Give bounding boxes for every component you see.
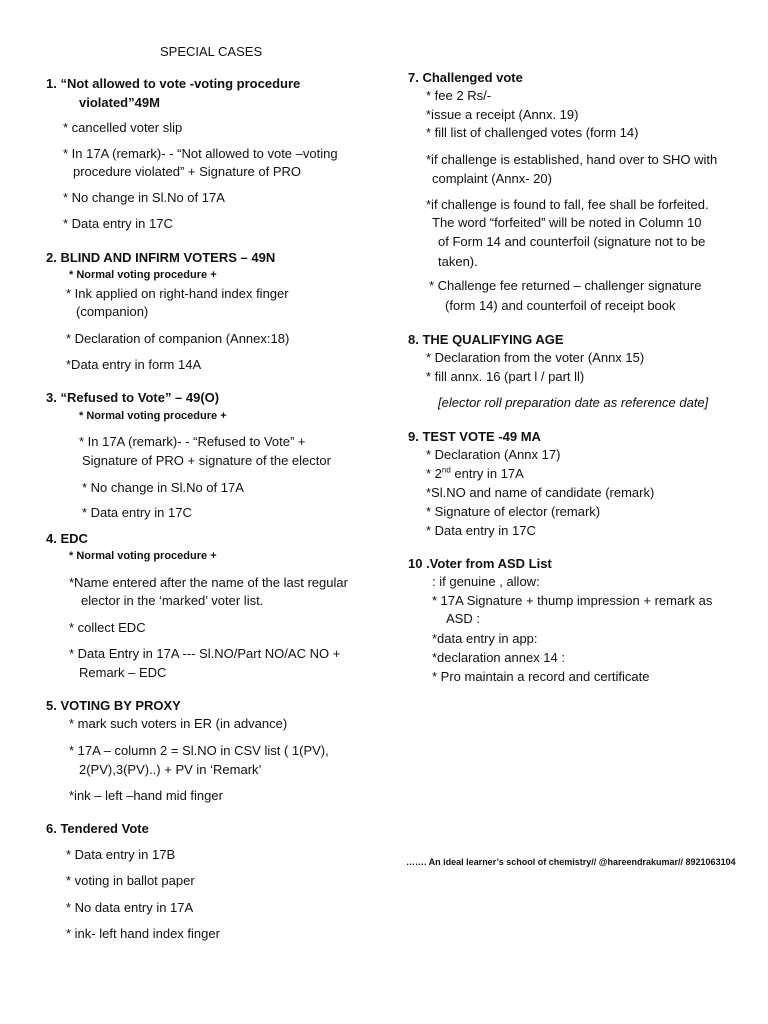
section-7-item: * fee 2 Rs/- <box>426 88 492 103</box>
section-4-item-cont: elector in the ‘marked’ voter list. <box>81 593 264 608</box>
section-7-item-cont: The word “forfeited” will be noted in Column 10 <box>432 215 702 230</box>
section-10-item: * 17A Signature + thump impression + remark as <box>432 593 713 608</box>
section-2-item: *Data entry in form 14A <box>66 357 202 372</box>
section-10-item: * Pro maintain a record and certificate <box>432 669 650 684</box>
section-9-item: * Data entry in 17C <box>426 523 536 538</box>
section-1-item-cont: procedure violated” + Signature of PRO <box>73 164 301 179</box>
section-4-item: * Data Entry in 17A --- Sl.NO/Part NO/AC NO + <box>69 646 341 661</box>
section-9-item: * 2nd entry in 17A <box>426 465 524 481</box>
section-10-item: : if genuine , allow: <box>432 574 540 589</box>
section-1-item: * cancelled voter slip <box>63 120 183 135</box>
section-8-heading: 8. THE QUALIFYING AGE <box>408 332 564 347</box>
section-10-item: *declaration annex 14 : <box>432 650 565 665</box>
section-10-heading: 10 .Voter from ASD List <box>408 556 552 571</box>
section-7-item-cont: taken). <box>438 254 478 269</box>
section-4-item: *Name entered after the name of the last regular <box>69 575 348 590</box>
section-8-note: [elector roll preparation date as reference date] <box>438 395 709 410</box>
section-6-item: * voting in ballot paper <box>66 873 195 888</box>
section-10-item: *data entry in app: <box>432 631 538 646</box>
section-1-item: * In 17A (remark)- - “Not allowed to vote –voting <box>63 146 338 161</box>
section-5-item-cont: 2(PV),3(PV)..) + PV in ‘Remark’ <box>79 762 262 777</box>
section-10-item-cont: ASD : <box>446 611 480 626</box>
section-9-heading: 9. TEST VOTE -49 MA <box>408 429 541 444</box>
section-2-heading: 2. BLIND AND INFIRM VOTERS – 49N <box>46 250 276 265</box>
section-4-subheading: * Normal voting procedure + <box>69 550 217 562</box>
section-3-item: * In 17A (remark)- - “Refused to Vote” + <box>79 434 306 449</box>
section-6-heading: 6. Tendered Vote <box>46 821 149 836</box>
section-1-heading: 1. “Not allowed to vote -voting procedure <box>46 76 301 91</box>
section-5-item: * mark such voters in ER (in advance) <box>69 716 288 731</box>
section-4-item-cont: Remark – EDC <box>79 665 167 680</box>
section-7-item: * Challenge fee returned – challenger signature <box>429 278 702 293</box>
section-4-heading: 4. EDC <box>46 531 88 546</box>
section-7-item: *if challenge is found to fall, fee shall be forfeited. <box>426 197 709 212</box>
section-6-item: * ink- left hand index finger <box>66 926 220 941</box>
section-7-item: *if challenge is established, hand over to SHO with <box>426 152 718 167</box>
section-2-item: * Ink applied on right-hand index finger <box>66 286 289 301</box>
section-5-heading: 5. VOTING BY PROXY <box>46 698 181 713</box>
footer-credit: ……. An ideal learner’s school of chemistry// @hareendrakumar// 8921063104 <box>406 857 736 867</box>
section-8-item: * fill annx. 16 (part l / part ll) <box>426 369 585 384</box>
section-7-item-cont: of Form 14 and counterfoil (signature not to be <box>438 234 706 249</box>
section-9-item: * Signature of elector (remark) <box>426 504 601 519</box>
section-7-item-cont: complaint (Annx- 20) <box>432 171 552 186</box>
section-3-item-cont: Signature of PRO + signature of the elector <box>82 453 331 468</box>
section-9-item: * Declaration (Annx 17) <box>426 447 561 462</box>
section-9-item: *Sl.NO and name of candidate (remark) <box>426 485 655 500</box>
section-1-item: * No change in Sl.No of 17A <box>63 190 225 205</box>
section-5-item: * 17A – column 2 = Sl.NO in CSV list ( 1(PV), <box>69 743 329 758</box>
section-2-item-cont: (companion) <box>76 304 149 319</box>
section-2-item: * Declaration of companion (Annex:18) <box>66 331 290 346</box>
section-7-item: *issue a receipt (Annx. 19) <box>426 107 579 122</box>
section-8-item: * Declaration from the voter (Annx 15) <box>426 350 645 365</box>
page-title: SPECIAL CASES <box>160 44 263 59</box>
section-3-heading: 3. “Refused to Vote” – 49(O) <box>46 390 220 405</box>
section-3-item: * No change in Sl.No of 17A <box>82 480 244 495</box>
section-6-item: * Data entry in 17B <box>66 847 176 862</box>
section-5-item: *ink – left –hand mid finger <box>69 788 223 803</box>
section-6-item: * No data entry in 17A <box>66 900 194 915</box>
section-2-subheading: * Normal voting procedure + <box>69 269 217 281</box>
section-7-heading: 7. Challenged vote <box>408 70 523 85</box>
section-7-item-cont: (form 14) and counterfoil of receipt book <box>445 298 676 313</box>
section-4-item: * collect EDC <box>69 620 146 635</box>
section-7-item: * fill list of challenged votes (form 14) <box>426 125 639 140</box>
section-3-subheading: * Normal voting procedure + <box>79 410 227 422</box>
section-3-item: * Data entry in 17C <box>82 505 192 520</box>
section-1-item: * Data entry in 17C <box>63 216 173 231</box>
section-1-heading-cont: violated”49M <box>79 95 160 110</box>
